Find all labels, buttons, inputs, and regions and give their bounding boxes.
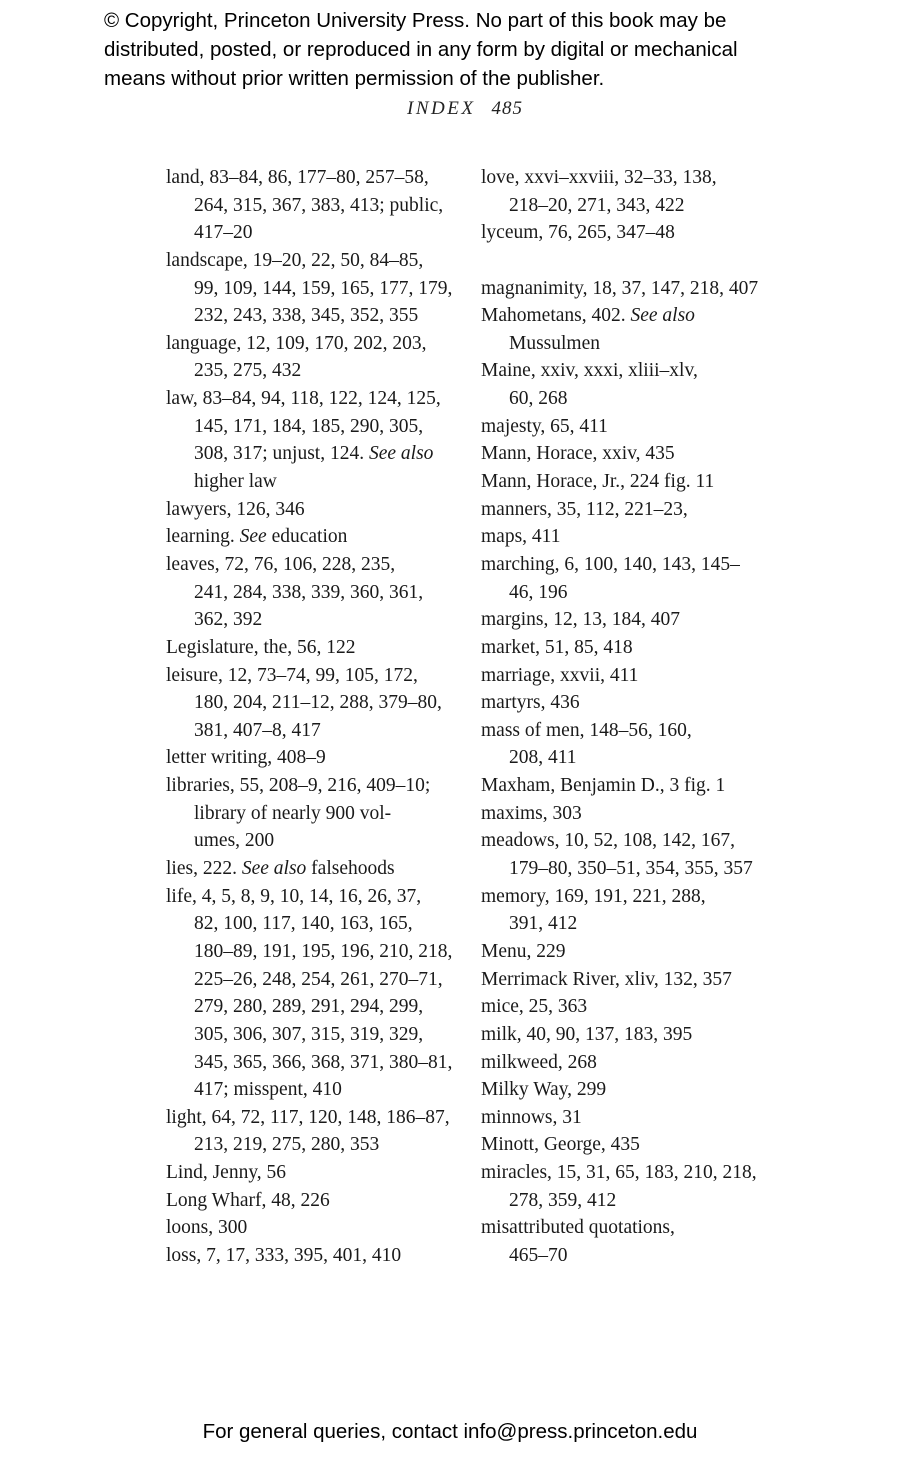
page-number: 485 — [491, 98, 523, 119]
index-entry-line: martyrs, 436 — [481, 692, 580, 714]
index-entry-line: Mann, Horace, Jr., 224 fig. 11 — [481, 471, 715, 493]
index-entry-line: maps, 411 — [481, 526, 561, 548]
index-entry-line: maxims, 303 — [481, 802, 582, 824]
index-entry-line: 305, 306, 307, 315, 319, 329, — [194, 1023, 424, 1045]
copyright-line: distributed, posted, or reproduced in any form by digital or mechanical — [104, 38, 738, 61]
index-entry-line: loss, 7, 17, 333, 395, 401, 410 — [166, 1244, 402, 1266]
index-entry-line: 218–20, 271, 343, 422 — [509, 194, 685, 216]
index-entry-line: milk, 40, 90, 137, 183, 395 — [481, 1023, 693, 1045]
index-entry-line: manners, 35, 112, 221–23, — [481, 498, 688, 520]
index-entry-line: land, 83–84, 86, 177–80, 257–58, — [166, 167, 429, 188]
index-entry-line: lies, 222. See also falsehoods — [166, 858, 395, 880]
index-entry-line: 46, 196 — [509, 581, 568, 603]
index-entry-line: lawyers, 126, 346 — [166, 498, 305, 520]
index-entry-line: libraries, 55, 208–9, 216, 409–10; — [166, 775, 431, 797]
index-entry-line: margins, 12, 13, 184, 407 — [481, 609, 680, 631]
index-entry-line: library of nearly 900 vol- — [194, 802, 392, 824]
index-entry-line: miracles, 15, 31, 65, 183, 210, 218, — [481, 1162, 757, 1184]
index-column-left — [166, 164, 486, 1270]
index-entry-line: minnows, 31 — [481, 1106, 582, 1128]
index-entry-line: umes, 200 — [194, 830, 275, 852]
copyright-line: means without prior written permission of the publisher. — [104, 67, 605, 90]
index-entry-line: 417; misspent, 410 — [194, 1079, 342, 1101]
index-entry-line: 345, 365, 366, 368, 371, 380–81, — [194, 1051, 453, 1073]
index-entry-line: 279, 280, 289, 291, 294, 299, — [194, 996, 424, 1018]
index-entry-line: Maine, xxiv, xxxi, xliii–xlv, — [481, 360, 698, 382]
index-entry-line: 278, 359, 412 — [509, 1189, 617, 1211]
index-entry-line: Maxham, Benjamin D., 3 fig. 1 — [481, 775, 726, 797]
index-entry-line: 241, 284, 338, 339, 360, 361, — [194, 581, 424, 603]
index-entry-line: misattributed quotations, — [481, 1217, 675, 1239]
index-entry-line: 179–80, 350–51, 354, 355, 357 — [509, 858, 753, 880]
index-entry-line: 213, 219, 275, 280, 353 — [194, 1134, 380, 1156]
index-entry-line: 232, 243, 338, 345, 352, 355 — [194, 305, 419, 327]
index-entry-line: light, 64, 72, 117, 120, 148, 186–87, — [166, 1106, 450, 1128]
index-entry-line: Lind, Jenny, 56 — [166, 1162, 287, 1184]
index-entry-line: lyceum, 76, 265, 347–48 — [481, 222, 675, 244]
index-entry-line: learning. See education — [166, 526, 348, 548]
index-entry-line: marching, 6, 100, 140, 143, 145– — [481, 553, 740, 575]
running-head — [165, 98, 765, 120]
index-entry-line: higher law — [194, 471, 277, 493]
index-entry-line: landscape, 19–20, 22, 50, 84–85, — [166, 249, 424, 271]
index-entry-line: leisure, 12, 73–74, 99, 105, 172, — [166, 664, 418, 686]
index-entry-line: mice, 25, 363 — [481, 996, 588, 1018]
index-entry-line: letter writing, 408–9 — [166, 747, 326, 769]
index-entry-line: market, 51, 85, 418 — [481, 636, 633, 658]
blank-line — [481, 247, 801, 275]
index-entry-line: 417–20 — [194, 222, 253, 244]
index-entry-line: 362, 392 — [194, 609, 263, 631]
index-entry-line: loons, 300 — [166, 1217, 248, 1239]
index-entry-line: 225–26, 248, 254, 261, 270–71, — [194, 968, 443, 990]
index-entry-line: Minott, George, 435 — [481, 1134, 640, 1156]
index-entry-line: Menu, 229 — [481, 940, 566, 962]
index-entry-line: majesty, 65, 411 — [481, 415, 608, 437]
index-entry-line: leaves, 72, 76, 106, 228, 235, — [166, 553, 396, 575]
index-entry-line: 180–89, 191, 195, 196, 210, 218, — [194, 940, 453, 962]
index-entry-line: law, 83–84, 94, 118, 122, 124, 125, — [166, 388, 441, 410]
index-entry-line: Milky Way, 299 — [481, 1079, 607, 1101]
index-entry-line: 308, 317; unjust, 124. See also — [194, 443, 434, 465]
copyright-line: © Copyright, Princeton University Press. No part of this book may be — [104, 9, 727, 32]
index-entry-line: love, xxvi–xxviii, 32–33, 138, — [481, 167, 717, 188]
index-column-right — [481, 164, 801, 1270]
index-entry-line: Mann, Horace, xxiv, 435 — [481, 443, 675, 465]
index-entry-line: 82, 100, 117, 140, 163, 165, — [194, 913, 413, 935]
index-entry-line: life, 4, 5, 8, 9, 10, 14, 16, 26, 37, — [166, 885, 422, 907]
index-entry-line: 180, 204, 211–12, 288, 379–80, — [194, 692, 442, 714]
index-entry-line: Legislature, the, 56, 122 — [166, 636, 356, 658]
index-entry-line: 465–70 — [509, 1244, 568, 1266]
index-entry-line: marriage, xxvii, 411 — [481, 664, 639, 686]
index-entry-line: language, 12, 109, 170, 202, 203, — [166, 332, 427, 354]
index-entry-line: 145, 171, 184, 185, 290, 305, — [194, 415, 424, 437]
index-entry-line: 235, 275, 432 — [194, 360, 302, 382]
index-entry-line: 99, 109, 144, 159, 165, 177, 179, — [194, 277, 453, 299]
index-entry-line: Merrimack River, xliv, 132, 357 — [481, 968, 732, 990]
index-title: INDEX — [407, 98, 476, 119]
index-entry-line: mass of men, 148–56, 160, — [481, 719, 692, 741]
footer-contact: For general queries, contact info@press.princeton.edu — [202, 1420, 698, 1443]
index-entry-line: milkweed, 268 — [481, 1051, 597, 1073]
index-entry-line: Mahometans, 402. See also — [481, 305, 695, 327]
index-entry-line: 391, 412 — [509, 913, 578, 935]
index-entry-line: 60, 268 — [509, 388, 568, 410]
index-entry-line: 381, 407–8, 417 — [194, 719, 321, 741]
index-entry-line: 208, 411 — [509, 747, 577, 769]
index-entry-line: Long Wharf, 48, 226 — [166, 1189, 330, 1211]
index-entry-line: memory, 169, 191, 221, 288, — [481, 885, 706, 907]
index-entry-line: 264, 315, 367, 383, 413; public, — [194, 194, 444, 216]
index-entry-line: meadows, 10, 52, 108, 142, 167, — [481, 830, 736, 852]
index-entry-line: magnanimity, 18, 37, 147, 218, 407 — [481, 277, 759, 299]
copyright-notice — [104, 6, 824, 93]
index-entry-line: Mussulmen — [509, 332, 601, 354]
